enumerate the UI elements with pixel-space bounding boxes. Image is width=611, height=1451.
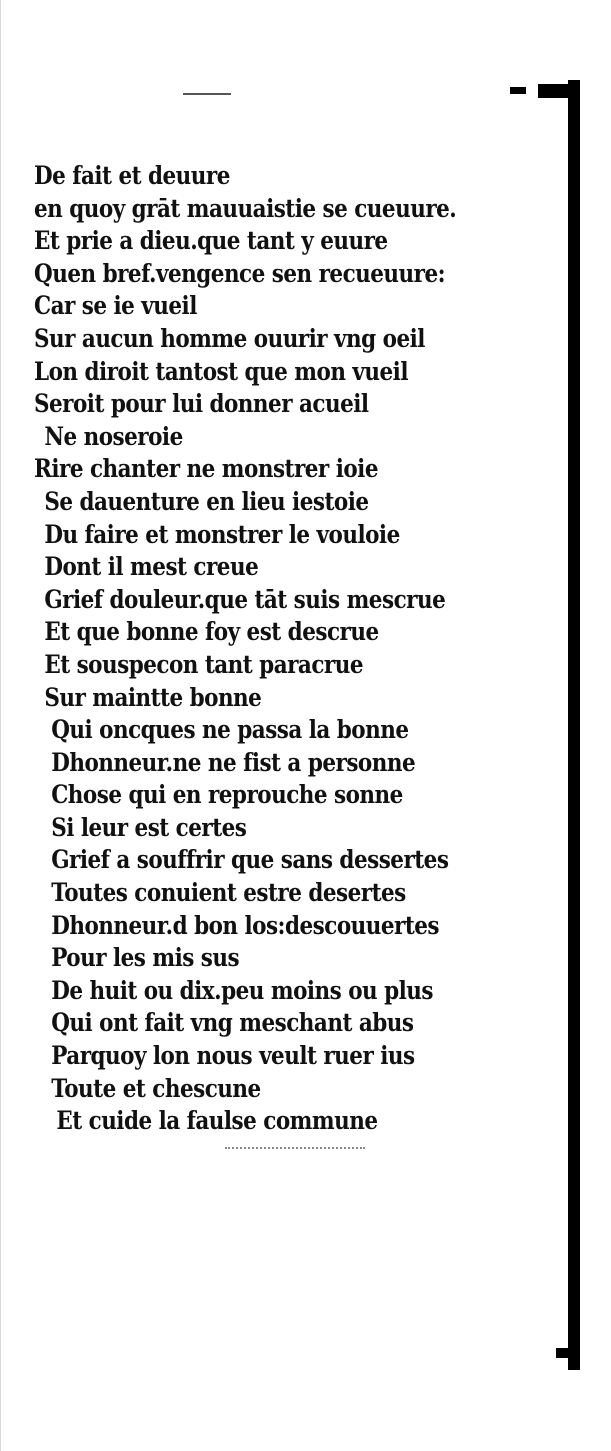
- verse-line: Grief douleur.que tāt suis mescrue: [44, 584, 446, 614]
- verse-line: Parquoy lon nous veult ruer ius: [51, 1041, 415, 1071]
- verse-line: Se dauenture en lieu iestoie: [44, 486, 369, 516]
- verse-line: en quoy grāt mauuaistie se cueuure.: [34, 193, 457, 223]
- verse-line: Dont il mest creue: [44, 552, 259, 582]
- verse-line: Chose qui en reprouche sonne: [51, 780, 403, 810]
- verse-line: Grief a souffrir que sans dessertes: [51, 845, 449, 875]
- verse-line: Seroit pour lui donner acueil: [34, 389, 369, 419]
- bottom-ornament: [225, 1147, 365, 1151]
- verse-line: Pour les mis sus: [51, 943, 240, 973]
- verse-line: Qui ont fait vng meschant abus: [51, 1008, 414, 1038]
- verse-line: Sur maintte bonne: [44, 682, 262, 712]
- verse-line: De fait et deuure: [34, 161, 230, 190]
- margin-rule: [568, 80, 580, 1370]
- verse-line: Dhonneur.ne ne fist a personne: [51, 747, 416, 777]
- verse-line: Et prie a dieu.que tant y euure: [34, 226, 388, 256]
- top-mark: [183, 93, 231, 95]
- page-edge: [0, 0, 1, 1451]
- verse-line: Toutes conuient estre desertes: [51, 878, 406, 908]
- verse-line: Ne noseroie: [44, 421, 183, 451]
- bottom-bracket-stem: [568, 1348, 580, 1370]
- verse-line: Toute et chescune: [51, 1073, 261, 1103]
- verse-line: Si leur est certes: [51, 812, 247, 842]
- verse-line: Et souspecon tant paracrue: [44, 649, 364, 679]
- verse-line: Et cuide la faulse commune: [56, 1106, 378, 1136]
- verse-line: Sur aucun homme ouurir vng oeil: [34, 323, 425, 353]
- verse-text: [34, 160, 504, 1138]
- verse-line: Du faire et monstrer le vouloie: [44, 519, 400, 549]
- margin-rule-tick: [510, 87, 526, 94]
- verse-line: Quen bref.vengence sen recueuure:: [34, 258, 446, 288]
- verse-line: Dhonneur.d bon los:descouuertes: [51, 910, 440, 940]
- verse-line: Qui oncques ne passa la bonne: [51, 715, 409, 745]
- verse-line: Car se ie vueil: [34, 291, 197, 321]
- verse-line: Rire chanter ne monstrer ioie: [34, 454, 378, 484]
- verse-line: De huit ou dix.peu moins ou plus: [51, 975, 434, 1005]
- verse-line: Et que bonne foy est descrue: [44, 617, 379, 647]
- verse-line: Lon diroit tantost que mon vueil: [34, 356, 408, 386]
